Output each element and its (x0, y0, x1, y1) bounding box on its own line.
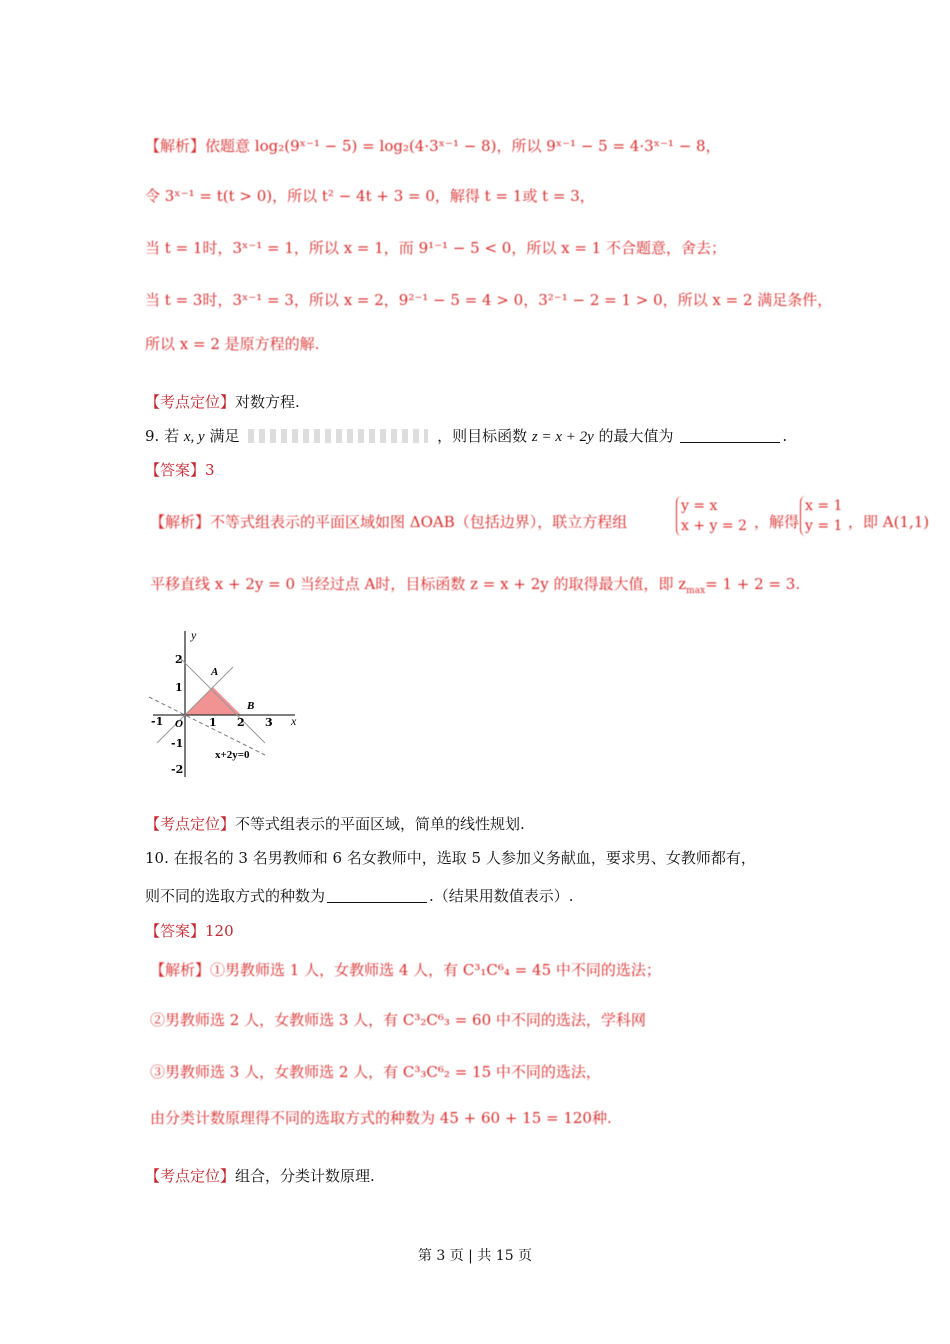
s8-solution-line-5: 所以 x = 2 是原方程的解. (145, 335, 320, 353)
q9-solution-line-2: 平移直线 x + 2y = 0 当经过点 A时，目标函数 z = x + 2y 的取得最大值，即 $z_{max}= 1 + 2 = 3$. (150, 575, 801, 596)
s8-solution-line-2: 令 3ˣ⁻¹ = t(t > 0)，所以 t² − 4t + 3 = 0，解得 t = 1或 t = 3， (145, 187, 595, 205)
s8-key-point: 【考点定位】对数方程. (145, 393, 300, 411)
tick-x-3: 3 (265, 716, 273, 729)
tick-x-neg1: -1 (151, 715, 164, 728)
q10-answer: 【答案】120 (145, 922, 234, 940)
tick-x-1: 1 (209, 716, 217, 729)
x-axis-label: x (291, 714, 297, 728)
q10-solution-line-4: 由分类计数原理得不同的选取方式的种数为 45 + 60 + 15 = 120种. (150, 1109, 612, 1127)
q10-key-point: 【考点定位】组合，分类计数原理. (145, 1167, 375, 1185)
s8-solution-line-1: 【解析】依题意 log₂(9ˣ⁻¹ − 5) = log₂(4·3ˣ⁻¹ − 8)，所以 9ˣ⁻¹ − 5 = 4·3ˣ⁻¹ − 8， (145, 137, 721, 155)
tick-y-neg2: -2 (171, 763, 184, 776)
q10-question-line-1: 10. 在报名的 3 名男教师和 6 名女教师中，选取 5 人参加义务献血，要求男、女教师都有， (145, 849, 756, 867)
tick-y-1: 1 (175, 681, 183, 694)
q10-solution-line-3: ③男教师选 3 人，女教师选 2 人，有 C³₃C⁶₂ = 15 中不同的选法， (150, 1063, 601, 1081)
q9-inequality-system-image (248, 429, 428, 443)
q10-solution-line-2: ②男教师选 2 人，女教师选 3 人，有 C³₂C⁶₃ = 60 中不同的选法，学科网 (150, 1011, 646, 1029)
q9-system-1: y = x x + y = 2 (676, 496, 747, 536)
page-footer: 第 3 页 | 共 15 页 (417, 1248, 533, 1264)
tick-y-neg1: -1 (171, 737, 184, 750)
q10-solution-line-1: 【解析】①男教师选 1 人，女教师选 4 人，有 C³₁C⁶₄ = 45 中不同的选法； (150, 961, 661, 979)
tick-x-2: 2 (237, 716, 245, 729)
q9-system-2: x = 1 y = 1 (800, 496, 842, 536)
q9-answer-blank (680, 428, 780, 443)
q9-question: 9. 若 x, y 满足 ，则目标函数 z = x + 2y 的最大值为 . (145, 427, 788, 445)
q9-solution-line-1c: ，即 A(1,1) (848, 513, 930, 531)
line-equation-label: x+2y=0 (215, 749, 250, 761)
s8-solution-line-4: 当 t = 3时，3ˣ⁻¹ = 3，所以 x = 2，9²⁻¹ − 5 = 4 > 0，3²⁻¹ − 2 = 1 > 0，所以 x = 2 满足条件， (145, 291, 833, 309)
s8-solution-line-3: 当 t = 1时，3ˣ⁻¹ = 1，所以 x = 1，而 9¹⁻¹ − 5 < 0，所以 x = 1 不合题意，舍去； (145, 239, 726, 257)
q9-solution-line-1: 【解析】不等式组表示的平面区域如图 ΔOAB（包括边界），联立方程组 (150, 513, 628, 531)
y-axis-label: y (191, 628, 197, 642)
q9-key-point: 【考点定位】不等式组表示的平面区域，简单的线性规划. (145, 815, 525, 833)
q9-feasible-region-graph (145, 625, 315, 785)
q10-answer-blank (327, 888, 427, 903)
point-a-label: A (211, 666, 219, 678)
q9-answer: 【答案】3 (145, 461, 215, 479)
tick-y-2: 2 (175, 653, 183, 666)
q10-question-line-2: 则不同的选取方式的种数为 .（结果用数值表示）. (145, 887, 574, 905)
origin-label: O (175, 718, 183, 730)
point-b-label: B (247, 700, 255, 712)
q9-solution-line-1b: ，解得 (754, 513, 800, 531)
